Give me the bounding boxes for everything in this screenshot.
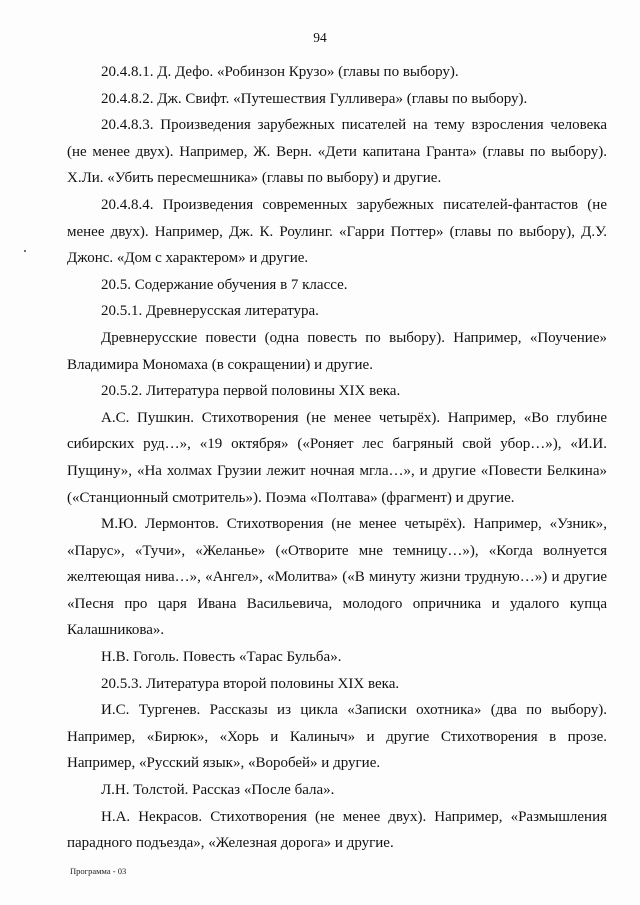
paragraph-20-4-8-1: 20.4.8.1. Д. Дефо. «Робинзон Крузо» (главы по выбору). bbox=[101, 64, 459, 80]
section-heading-20-5: 20.5. Содержание обучения в 7 классе. bbox=[101, 276, 348, 293]
paragraph-gogol: Н.В. Гоголь. Повесть «Тарас Бульба». bbox=[101, 649, 342, 666]
section-heading-20-5-1: 20.5.1. Древнерусская литература. bbox=[101, 303, 319, 320]
margin-mark bbox=[24, 250, 26, 252]
paragraph-20-4-8-2: 20.4.8.2. Дж. Свифт. «Путешествия Гулливера» (главы по выбору). bbox=[101, 90, 528, 107]
paragraph-lermontov: М.Ю. Лермонтов. Стихотворения (не менее четырёх). Например, «Узник», «Парус», «Тучи», «Желанье» («Отворите мне темницу…»), «Когда волнуется желтеющая нива…», «Ангел», «Молитва» («В минуту жизни трудную…») и другие «Песня про царя Ивана Васильевича, молодого опричника и удалого купца Калашникова». bbox=[67, 516, 607, 639]
section-heading-20-5-2: 20.5.2. Литература первой половины XIX века. bbox=[101, 383, 401, 400]
paragraph-20-4-8-3: 20.4.8.3. Произведения зарубежных писателей на тему взросления человека (не менее двух). Например, Ж. Верн. «Дети капитана Гранта» (главы по выбору). Х.Ли. «Убить пересмешника» (главы по выбору) и другие. bbox=[67, 117, 607, 187]
footer-label: Программа - 03 bbox=[70, 866, 127, 876]
paragraph-tolstoy: Л.Н. Толстой. Рассказ «После бала». bbox=[101, 782, 335, 799]
document-body bbox=[67, 59, 607, 857]
paragraph-nekrasov: Н.А. Некрасов. Стихотворения (не менее двух). Например, «Размышления парадного подъезда», «Железная дорога» и другие. bbox=[67, 808, 607, 852]
paragraph-old-russian-tales: Древнерусские повести (одна повесть по выбору). Например, «Поучение» Владимира Мономаха (в сокращении) и другие. bbox=[67, 329, 607, 373]
page-number: 94 bbox=[313, 30, 327, 45]
paragraph-20-4-8-4: 20.4.8.4. Произведения современных зарубежных писателей-фантастов (не менее двух). Например, Дж. К. Роулинг. «Гарри Поттер» (главы по выбору), Д.У. Джонс. «Дом с характером» и другие. bbox=[67, 196, 607, 267]
section-heading-20-5-3: 20.5.3. Литература второй половины XIX века. bbox=[101, 675, 400, 692]
paragraph-pushkin: А.С. Пушкин. Стихотворения (не менее четырёх). Например, «Во глубине сибирских руд…», «19 октября» («Роняет лес багряный свой убор…»), «И.И. Пущину», «На холмах Грузии лежит ночная мгла…», и другие «Повести Белкина» («Станционный смотритель»). Поэма «Полтава» (фрагмент) и другие. bbox=[67, 409, 607, 506]
paragraph-turgenev: И.С. Тургенев. Рассказы из цикла «Записки охотника» (два по выбору). Например, «Бирюк», «Хорь и Калиныч» и другие Стихотворения в прозе. Например, «Русский язык», «Воробей» и другие. bbox=[67, 702, 607, 772]
